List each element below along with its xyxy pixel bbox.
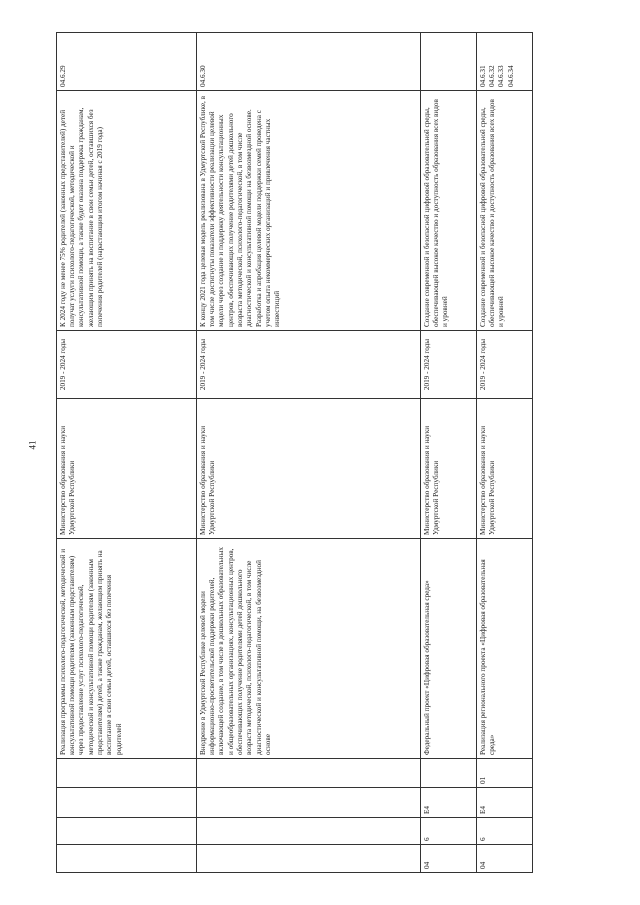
executor: Министерство образования и науки Удмуртской Республики bbox=[421, 399, 477, 539]
indicator-code: 04.6.31 bbox=[478, 65, 487, 87]
table-row bbox=[477, 33, 533, 873]
code-cell: 6 bbox=[421, 818, 477, 845]
measure-name: Внедрение в Удмуртской Республике целевой модели информационно-просветительской поддержки родителей, включающей создание, в том числе в дошкольных образовательных и общеобразовательных организациях, консультационных центров, обеспечивающих получение родителями детей дошкольного возраста методической, психолого-педагогической, в том числе диагностической и консультативной помощи, на безвозмездной основе bbox=[197, 539, 421, 759]
page-number: 41 bbox=[27, 440, 38, 450]
indicator-code: 04.6.34 bbox=[506, 65, 515, 87]
years: 2019 - 2024 годы bbox=[57, 331, 197, 399]
indicator-codes bbox=[477, 33, 533, 91]
code-cell: 01 bbox=[477, 759, 533, 788]
code-cell bbox=[57, 818, 197, 845]
years: 2019 - 2024 годы bbox=[421, 331, 477, 399]
indicator-code: 04.6.33 bbox=[497, 65, 506, 87]
rotated-table-container bbox=[56, 33, 532, 873]
code-cell bbox=[197, 845, 421, 873]
indicator-codes bbox=[421, 33, 477, 91]
expected-result: К концу 2021 года целевая модель реализована в Удмуртской Республике, в том числе достигнуты показатели эффективности реализации целевой модели через создание и поддержку деятельности консультационных центров, обеспечивающих получение родителями детей дошкольного возраста методической, психолого-педагогической, в том числе диагностической и консультативной помощи на безвозмездной основе. Разработка и апробация целевой модели поддержки семей проведена с учетом опыта некоммерческих организаций и привлечения частных инвестиций bbox=[197, 91, 421, 331]
years: 2019 - 2024 годы bbox=[197, 331, 421, 399]
indicator-codes bbox=[197, 33, 421, 91]
measure-name: Реализация регионального проекта «Цифровая образовательная среда» bbox=[477, 539, 533, 759]
executor: Министерство образования и науки Удмуртской Республики bbox=[477, 399, 533, 539]
code-cell: Е4 bbox=[477, 788, 533, 818]
code-cell bbox=[197, 818, 421, 845]
program-table bbox=[56, 32, 533, 873]
code-cell bbox=[197, 759, 421, 788]
table-row bbox=[421, 33, 477, 873]
years: 2019 - 2024 годы bbox=[477, 331, 533, 399]
indicator-code: 04.6.29 bbox=[58, 65, 67, 87]
code-cell bbox=[57, 759, 197, 788]
code-cell: 04 bbox=[477, 845, 533, 873]
code-cell bbox=[57, 845, 197, 873]
code-cell bbox=[197, 788, 421, 818]
executor: Министерство образования и науки Удмуртской Республики bbox=[57, 399, 197, 539]
table-row bbox=[197, 33, 421, 873]
indicator-code: 04.6.30 bbox=[198, 65, 207, 87]
code-cell bbox=[57, 788, 197, 818]
indicator-codes bbox=[57, 33, 197, 91]
measure-name: Реализация программы психолого-педагогической, методической и консультативной помощи родителям (законным представителям) через предоставление услуг психолого-педагогической, методической и консультативной помощи родителям (законным представителям) детей, а также гражданам, желающим принять на воспитание в свои семьи детей, оставшихся без попечения родителей bbox=[57, 539, 197, 759]
table-row bbox=[57, 33, 197, 873]
executor: Министерство образования и науки Удмуртской Республики bbox=[197, 399, 421, 539]
indicator-code: 04.6.32 bbox=[487, 65, 496, 87]
expected-result: Создание современной и безопасной цифровой образовательной среды, обеспечивающей высокое качество и доступность образования всех видов и уровней bbox=[421, 91, 477, 331]
code-cell bbox=[421, 759, 477, 788]
code-cell: Е4 bbox=[421, 788, 477, 818]
code-cell: 04 bbox=[421, 845, 477, 873]
code-cell: 6 bbox=[477, 818, 533, 845]
measure-name: Федеральный проект «Цифровая образовательная среда» bbox=[421, 539, 477, 759]
expected-result: Создание современной и безопасной цифровой образовательной среды, обеспечивающей высокое качество и доступность образования всех видов и уровней bbox=[477, 91, 533, 331]
expected-result: К 2024 году не менее 75% родителей (законных представителей) детей получат услуги психолого-педагогической, методической и консультативной помощи, а также будет оказана поддержка гражданам, желающим принять на воспитание в свои семьи детей, оставшихся без попечения родителей (нарастающим итогом начиная с 2019 года) bbox=[57, 91, 197, 331]
